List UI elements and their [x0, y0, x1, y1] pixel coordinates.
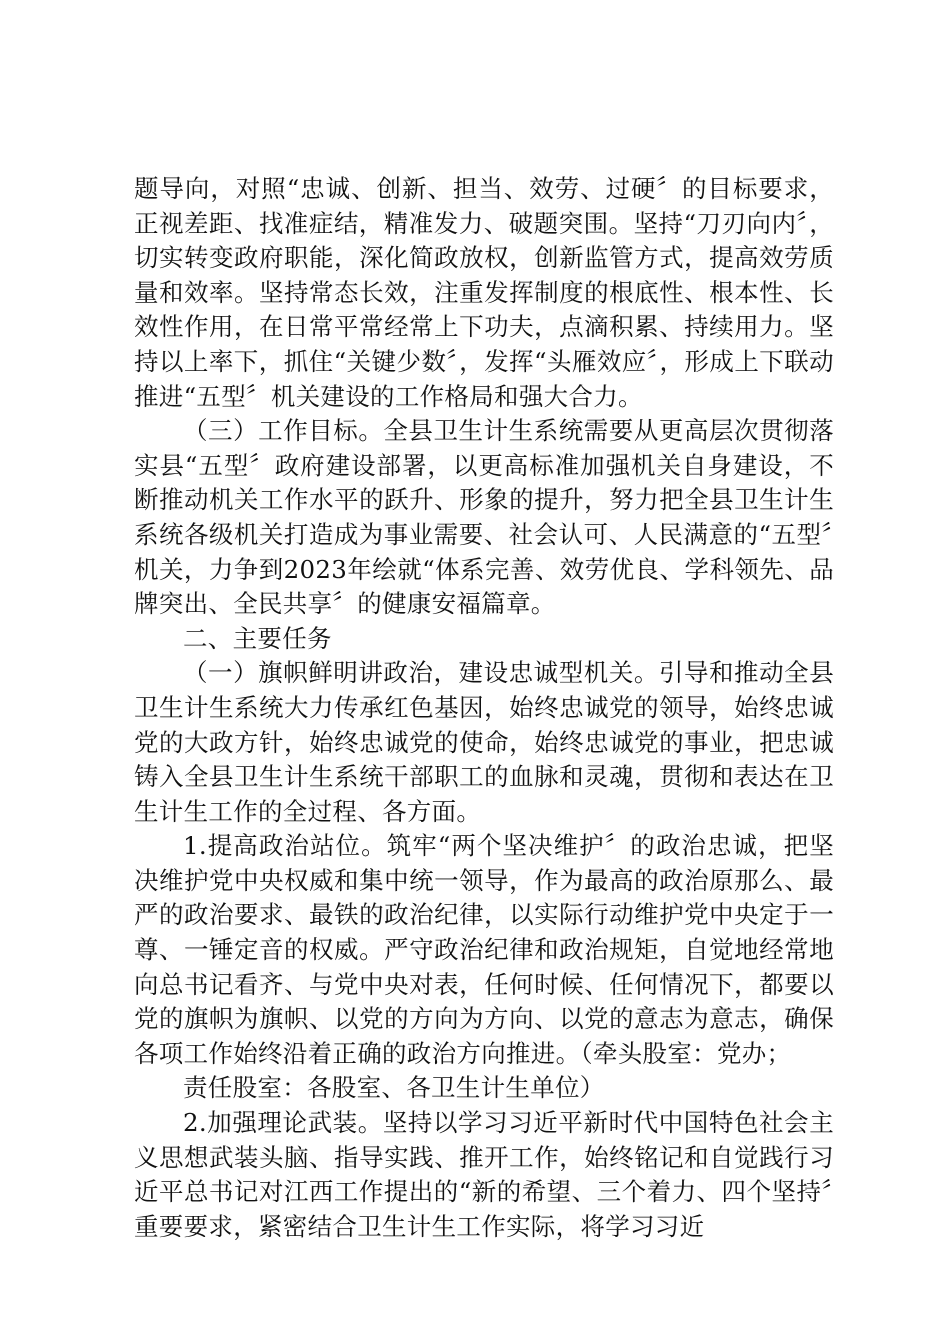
paragraph-loyal-organ: （一）旗帜鲜明讲政治，建设忠诚型机关。引导和推动全县卫生计生系统大力传承红色基因，始终忠诚党的领导，始终忠诚党的大政方针，始终忠诚党的使命，始终忠诚党的事业，把忠诚铸入全县卫生计生系统干部职工的血脉和灵魂，贯彻和表达在卫生计生工作的全过程、各方面。 — [134, 658, 834, 826]
paragraph-theory-arming: 2.加强理论武装。坚持以学习习近平新时代中国特色社会主义思想武装头脑、指导实践、推开工作，始终铭记和自觉践行习近平总书记对江西工作提出的“新的希望、三个着力、四个坚持〞重要要求，紧密结合卫生计生工作实际，将学习习近 — [134, 1108, 834, 1241]
paragraph-responsible-units: 责任股室：各股室、各卫生计生单位） — [183, 1073, 605, 1103]
paragraph-principles-continued: 题导向，对照“忠诚、创新、担当、效劳、过硬〞的目标要求，正视差距、找准症结，精准发力、破题突围。坚持“刀刃向内〞，切实转变政府职能，深化简政放权，创新监管方式，提高效劳质量和效率。坚持常态长效，注重发挥制度的根底性、根本性、长效性作用，在日常平常经常上下功夫，点滴积累、持续用力。坚持以上率下，抓住“关键少数〞，发挥“头雁效应〞，形成上下联动推进“五型〞机关建设的工作格局和强大合力。 — [134, 174, 834, 411]
document-body — [134, 172, 834, 1244]
section-heading-main-tasks: 二、主要任务 — [183, 623, 332, 653]
paragraph-political-stance: 1.提高政治站位。筑牢“两个坚决维护〞的政治忠诚，把坚决维护党中央权威和集中统一领导，作为最高的政治原那么、最严的政治要求、最铁的政治纪律，以实际行动维护党中央定于一尊、一锤定音的权威。严守政治纪律和政治规矩，自觉地经常地向总书记看齐、与党中央对表，任何时候、任何情况下，都要以党的旗帜为旗帜、以党的方向为方向、以党的意志为意志，确保各项工作始终沿着正确的政治方向推进。（牵头股室：党办； — [134, 831, 834, 1068]
paragraph-work-goals: （三）工作目标。全县卫生计生系统需要从更高层次贯彻落实县“五型〞政府建设部署，以更高标准加强机关自身建设，不断推动机关工作水平的跃升、形象的提升，努力把全县卫生计生系统各级机关打造成为事业需要、社会认可、人民满意的“五型〞机关，力争到2023年绘就“体系完善、效劳优良、学科领先、品牌突出、全民共享〞的健康安福篇章。 — [134, 416, 834, 619]
